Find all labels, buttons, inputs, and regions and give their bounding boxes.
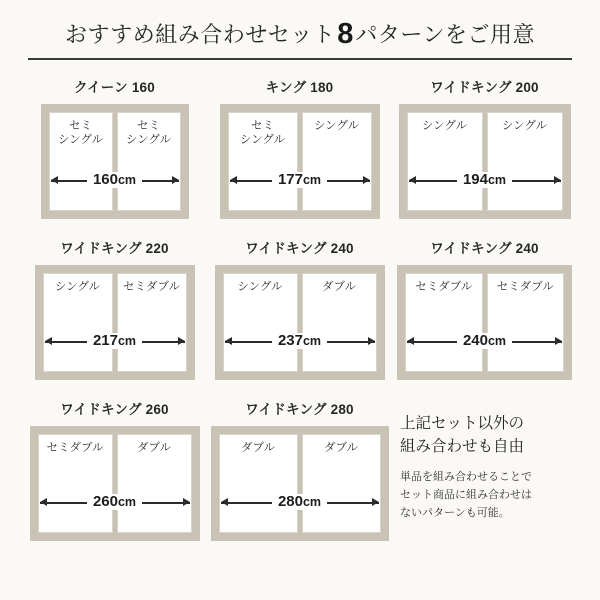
mattress	[219, 434, 298, 533]
mattress-group	[223, 273, 377, 372]
mattress-label-line1: セミダブル	[122, 281, 181, 293]
mattress	[117, 273, 187, 372]
title-tail: をご用意	[444, 22, 535, 47]
mattress-label-line2: シングル	[57, 134, 104, 146]
mattress-group	[43, 273, 187, 372]
mattress-label-line1: セミ	[136, 120, 160, 132]
width-dimension	[45, 332, 185, 350]
note-body-line3: ないパターンも可能。	[400, 507, 510, 519]
panel-caption: ワイドキング 240	[430, 241, 539, 256]
bed-set-panel	[22, 70, 207, 219]
mattress-label	[322, 280, 356, 294]
mattress-group	[38, 434, 192, 533]
width-dimension	[407, 332, 562, 350]
mattress-label-line1: シングル	[54, 281, 101, 293]
arrow-right-icon	[554, 176, 561, 184]
arrow-left-icon	[40, 498, 47, 506]
mattress-label-line2: シングル	[125, 134, 172, 146]
mattress-group	[219, 434, 381, 533]
panel-grid	[22, 70, 578, 553]
panel-caption: キング 180	[265, 80, 334, 95]
mattress-label	[240, 119, 285, 147]
mattress-label	[55, 280, 100, 294]
bed-set-panel	[22, 231, 207, 380]
bed-set-panel	[22, 392, 207, 541]
mattress-label	[46, 441, 103, 455]
note-body-line1: 単品を組み合わせることで	[400, 471, 532, 483]
mattress	[487, 112, 563, 211]
width-dimension	[225, 332, 375, 350]
mattress-label-line1: セミ	[250, 120, 274, 132]
arrow-right-icon	[172, 176, 179, 184]
width-dimension	[409, 171, 561, 189]
dimension-number: 160	[92, 171, 118, 188]
panel-caption: ワイドキング 280	[245, 402, 354, 417]
mattress-group	[49, 112, 181, 211]
mattress-label-line1: ダブル	[136, 442, 172, 454]
dimension-number: 240	[462, 332, 488, 349]
width-dimension	[40, 493, 190, 511]
mattress	[117, 434, 192, 533]
mattress-label-line1: セミダブル	[415, 281, 473, 293]
panel-row	[22, 231, 578, 380]
dimension-number: 260	[92, 493, 118, 510]
bed-set-panel	[392, 231, 577, 380]
mattress-label-line1: シングル	[421, 120, 468, 132]
title-number: 8	[337, 18, 354, 50]
dimension-unit: cm	[302, 334, 322, 348]
panel-caption: ワイドキング 200	[430, 80, 539, 95]
arrow-left-icon	[409, 176, 416, 184]
title-pattern: パターン	[355, 22, 445, 47]
dimension-number: 237	[277, 332, 303, 349]
mattress-label-line1: セミダブル	[46, 442, 104, 454]
bed-frame	[220, 104, 380, 219]
dimension-value	[457, 172, 512, 188]
dimension-value	[87, 333, 142, 349]
arrow-right-icon	[183, 498, 190, 506]
dimension-unit: cm	[117, 173, 137, 187]
dimension-unit: cm	[117, 334, 137, 348]
dimension-value	[87, 494, 142, 510]
mattress	[223, 273, 298, 372]
title-underline	[28, 58, 572, 60]
page-title	[0, 18, 600, 51]
arrow-left-icon	[230, 176, 237, 184]
mattress	[407, 112, 483, 211]
mattress	[43, 273, 113, 372]
mattress-label	[314, 119, 359, 133]
mattress-group	[405, 273, 564, 372]
arrow-left-icon	[45, 337, 52, 345]
panel-caption: クイーン 160	[74, 80, 155, 95]
panel-caption: ワイドキング 240	[245, 241, 354, 256]
mattress	[302, 112, 372, 211]
bed-set-panel	[207, 231, 392, 380]
title-pre: おすすめ組み合わせセット	[65, 22, 336, 47]
bed-frame	[397, 265, 572, 380]
mattress-label-line1: シングル	[501, 120, 548, 132]
note-title	[400, 412, 577, 458]
mattress	[38, 434, 113, 533]
dimension-number: 194	[462, 171, 488, 188]
arrow-left-icon	[407, 337, 414, 345]
bed-frame	[215, 265, 385, 380]
mattress	[117, 112, 181, 211]
bed-frame	[35, 265, 195, 380]
mattress	[302, 434, 381, 533]
mattress-label-line1: ダブル	[321, 281, 357, 293]
dimension-value	[457, 333, 512, 349]
arrow-right-icon	[368, 337, 375, 345]
mattress-group	[407, 112, 563, 211]
mattress	[405, 273, 483, 372]
mattress-label	[324, 441, 358, 455]
dimension-unit: cm	[302, 173, 322, 187]
dimension-unit: cm	[487, 173, 507, 187]
arrow-right-icon	[555, 337, 562, 345]
mattress-label-line1: セミダブル	[496, 281, 554, 293]
note-body-line2: セット商品に組み合わせは	[400, 489, 532, 501]
bed-set-panel	[207, 70, 392, 219]
panel-caption: ワイドキング 260	[60, 402, 169, 417]
mattress-label	[137, 441, 171, 455]
mattress-label-line2: シングル	[239, 134, 286, 146]
arrow-right-icon	[372, 498, 379, 506]
mattress-label	[497, 280, 554, 294]
mattress-label-line1: シングル	[313, 120, 360, 132]
mattress-label	[422, 119, 467, 133]
bed-frame	[211, 426, 389, 541]
dimension-number: 177	[277, 171, 303, 188]
mattress-label-line1: ダブル	[323, 442, 359, 454]
dimension-value	[272, 494, 327, 510]
dimension-value	[272, 172, 327, 188]
mattress	[302, 273, 377, 372]
width-dimension	[230, 171, 370, 189]
mattress-label	[237, 280, 282, 294]
dimension-unit: cm	[302, 495, 322, 509]
mattress	[228, 112, 298, 211]
arrow-left-icon	[225, 337, 232, 345]
mattress-label	[123, 280, 180, 294]
bed-set-panel	[207, 392, 392, 541]
mattress-group	[228, 112, 372, 211]
width-dimension	[51, 171, 179, 189]
dimension-number: 280	[277, 493, 303, 510]
panel-row	[22, 70, 578, 219]
note-title-line2: 組み合わせも自由	[400, 438, 525, 455]
mattress-label	[502, 119, 547, 133]
mattress-label	[241, 441, 275, 455]
mattress-label	[126, 119, 171, 147]
bed-frame	[399, 104, 571, 219]
arrow-right-icon	[363, 176, 370, 184]
bed-frame	[30, 426, 200, 541]
arrow-right-icon	[178, 337, 185, 345]
mattress-label	[415, 280, 472, 294]
mattress-label-line1: セミ	[68, 120, 92, 132]
mattress-label-line1: シングル	[237, 281, 283, 293]
panel-row	[22, 392, 578, 541]
free-combination-note	[392, 392, 577, 541]
bed-frame	[41, 104, 189, 219]
mattress-label	[58, 119, 103, 147]
arrow-left-icon	[51, 176, 58, 184]
bed-set-panel	[392, 70, 577, 219]
dimension-value	[87, 172, 142, 188]
width-dimension	[221, 493, 379, 511]
mattress-label-line1: ダブル	[240, 442, 276, 454]
dimension-unit: cm	[117, 495, 137, 509]
mattress	[49, 112, 113, 211]
dimension-unit: cm	[487, 334, 507, 348]
mattress	[487, 273, 565, 372]
note-title-line1: 上記セット以外の	[400, 415, 525, 432]
panel-caption: ワイドキング 220	[60, 241, 169, 256]
dimension-number: 217	[92, 332, 118, 349]
arrow-left-icon	[221, 498, 228, 506]
dimension-value	[272, 333, 327, 349]
note-body	[400, 468, 577, 522]
